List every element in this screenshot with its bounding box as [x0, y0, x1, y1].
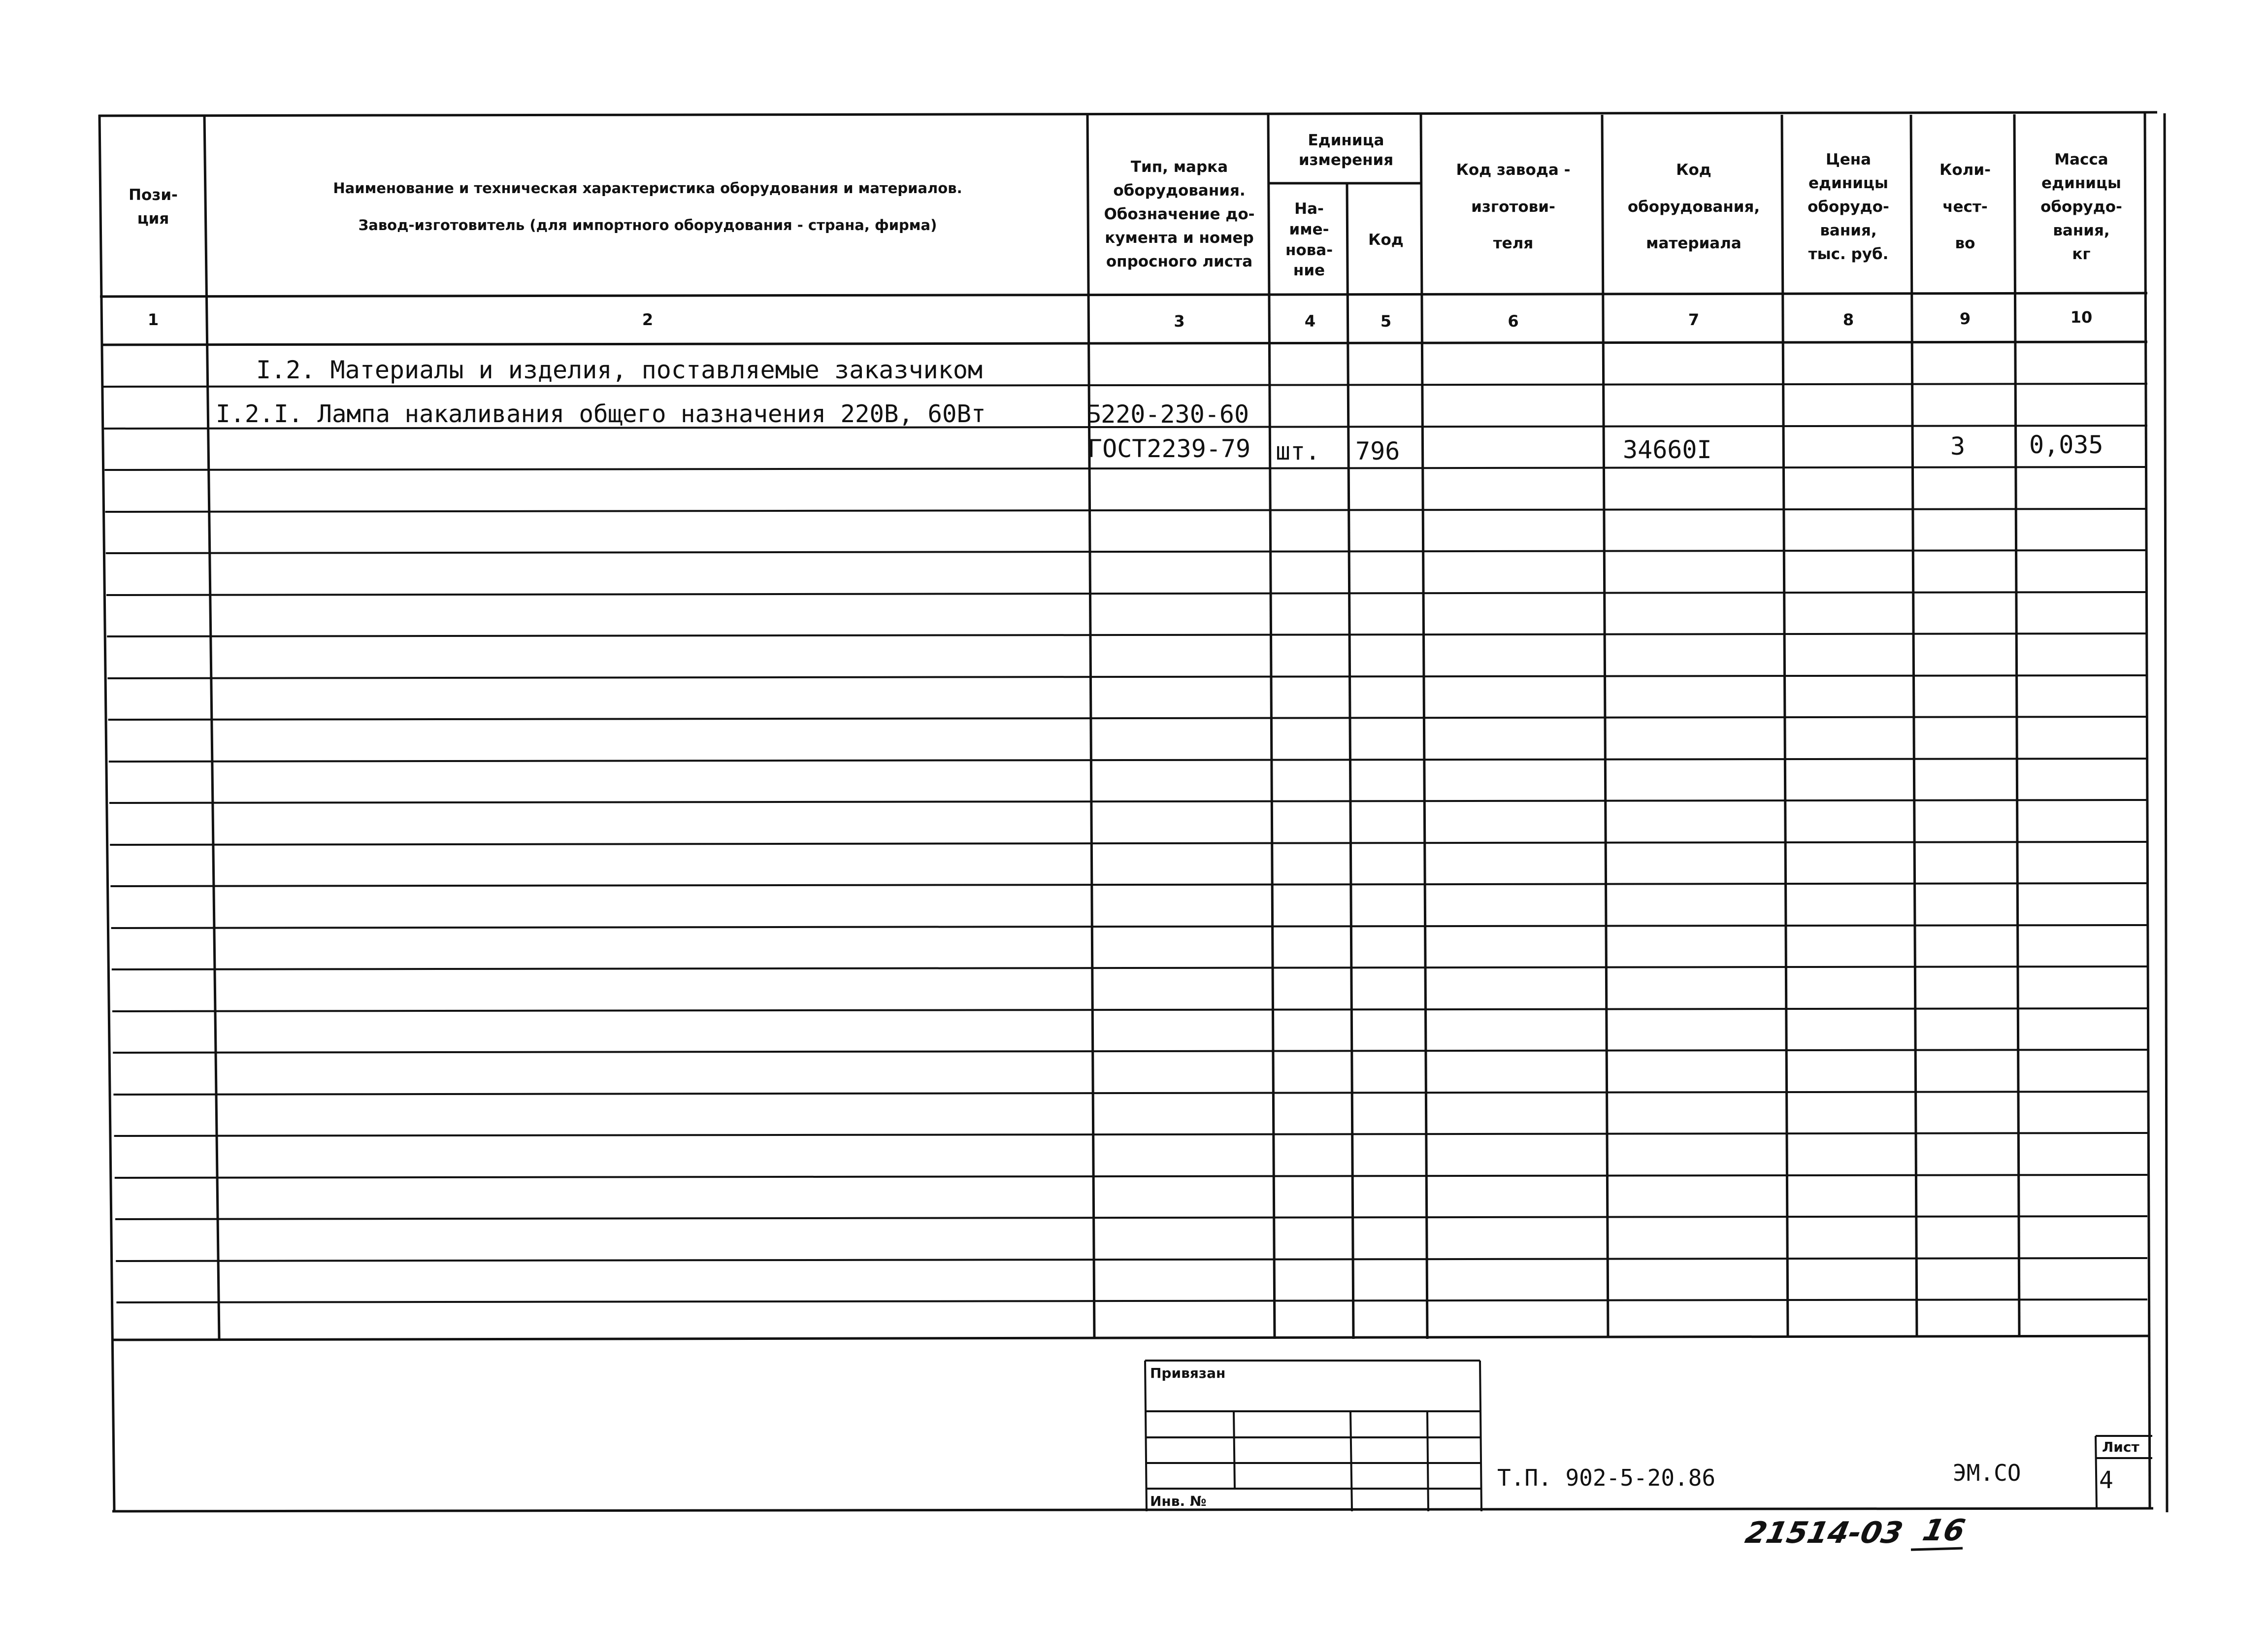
column-number-7: 7 — [1688, 310, 1700, 329]
table-row-line — [110, 842, 2147, 845]
header-price-l2: единицы — [1808, 174, 1888, 192]
header-position-l1: Пози- — [129, 186, 178, 204]
header-mass-l3: оборудо- — [2040, 198, 2122, 216]
table-row-line — [106, 550, 2147, 553]
header-mfr-l1: Код завода - — [1456, 161, 1571, 179]
header-quantity — [1913, 118, 2017, 296]
header-unit-group — [1270, 118, 1422, 182]
header-mass-l5: кг — [2072, 245, 2091, 264]
table-row-line — [109, 759, 2147, 762]
document-code: Т.П. 902-5-20.86 — [1497, 1464, 1716, 1491]
header-unit-name-l4: ние — [1293, 262, 1325, 280]
table-row-line — [104, 467, 2147, 470]
header-position — [101, 118, 205, 296]
header-type-l5: опросного листа — [1106, 253, 1253, 271]
column-number-2: 2 — [642, 310, 654, 329]
header-eq-l2: оборудования, — [1627, 198, 1760, 216]
header-unit-l2: измерения — [1298, 151, 1394, 169]
table-row-line — [112, 1008, 2147, 1011]
page-underline — [1911, 1547, 1965, 1553]
table-row-line — [111, 925, 2147, 928]
inventory-label: Инв. № — [1150, 1493, 1207, 1509]
sheet-number: 4 — [2099, 1466, 2113, 1494]
table-row-line — [114, 1133, 2147, 1136]
item-title: I.2.I. Лампа накаливания общего назначения 220В, 60Вт — [216, 400, 986, 428]
table-row-line — [108, 717, 2147, 720]
header-unit-name-l3: нова- — [1285, 241, 1333, 259]
header-price — [1784, 118, 1913, 296]
header-position-l2: ция — [137, 210, 169, 228]
table-row-line — [107, 633, 2147, 636]
item-mass: 0,035 — [2029, 431, 2104, 459]
column-number-6: 6 — [1508, 312, 1519, 331]
section-title: I.2. Материалы и изделия, поставляемые заказчиком — [256, 356, 983, 384]
header-name-l1: Наименование и техническая характеристика оборудования и материалов. — [333, 179, 962, 197]
column-number-10: 10 — [2070, 308, 2093, 327]
item-quantity: 3 — [1950, 432, 1966, 461]
header-price-l4: вания, — [1820, 222, 1877, 240]
header-eq-l3: материала — [1646, 234, 1742, 253]
header-mfr-l3: теля — [1493, 234, 1534, 253]
header-unit-name-l2: име- — [1289, 220, 1329, 238]
table-row-line — [112, 966, 2147, 969]
table-row-line — [113, 1050, 2147, 1053]
header-type-l2: оборудования. — [1113, 181, 1246, 200]
table-row-line — [105, 509, 2147, 512]
header-equipment-code — [1605, 118, 1783, 296]
table-row-line — [113, 1092, 2147, 1095]
header-type-l4: кумента и номер — [1105, 229, 1254, 247]
header-unit-code — [1349, 185, 1422, 296]
table-row-line — [115, 1216, 2147, 1219]
table-row-line — [107, 675, 2147, 678]
table-row-line — [109, 800, 2147, 803]
header-mass-l2: единицы — [2041, 174, 2121, 192]
header-price-l5: тыс. руб. — [1808, 245, 1889, 264]
table-row-line — [116, 1258, 2147, 1261]
header-unit-name-l1: На- — [1294, 200, 1324, 218]
header-type-l3: Обозначение до- — [1104, 205, 1255, 223]
header-name-l2: Завод-изготовитель (для импортного оборудования - страна, фирма) — [358, 217, 937, 233]
header-price-l3: оборудо- — [1808, 198, 1889, 216]
item-equipment-code: 34660I — [1623, 435, 1712, 464]
header-qty-l1: Коли- — [1939, 161, 1991, 179]
item-type: Б220-230-60 — [1086, 400, 1249, 429]
header-qty-l2: чест- — [1942, 198, 1988, 216]
column-number-4: 4 — [1304, 312, 1316, 331]
header-qty-l3: во — [1955, 234, 1975, 253]
header-unit-code-label: Код — [1368, 231, 1404, 249]
header-price-l1: Цена — [1825, 150, 1872, 168]
column-number-5: 5 — [1380, 312, 1392, 331]
sheet-label: Лист — [2102, 1439, 2139, 1455]
header-type-l1: Тип, марка — [1130, 158, 1228, 176]
item-unit-code: 796 — [1355, 437, 1400, 466]
header-unit-l1: Единица — [1308, 131, 1384, 149]
table-row-line — [110, 883, 2147, 886]
bound-label: Привязан — [1150, 1365, 1226, 1381]
item-unit-name: шт. — [1276, 437, 1320, 466]
table-row-line — [106, 592, 2147, 595]
column-number-3: 3 — [1174, 312, 1185, 331]
item-document: ГОСТ2239-79 — [1087, 434, 1251, 463]
table-row-line — [116, 1299, 2147, 1302]
header-unit-name — [1270, 185, 1348, 296]
table-row-line — [115, 1175, 2147, 1178]
header-mass-l4: вания, — [2053, 222, 2110, 240]
header-mfr-l2: изготови- — [1471, 198, 1555, 216]
column-number-9: 9 — [1959, 309, 1971, 328]
header-name — [207, 118, 1088, 296]
column-number-8: 8 — [1842, 310, 1854, 329]
header-mass — [2017, 118, 2146, 296]
document-mark: ЭМ.СО — [1953, 1460, 2021, 1486]
column-number-1: 1 — [147, 310, 159, 329]
header-eq-l1: Код — [1676, 161, 1711, 179]
header-manufacturer-code — [1423, 118, 1603, 296]
archive-number: 21514-03 — [1742, 1516, 1906, 1550]
header-type — [1089, 133, 1269, 296]
page-number-handwritten: 16 — [1919, 1513, 1969, 1548]
header-mass-l1: Масса — [2054, 150, 2108, 168]
